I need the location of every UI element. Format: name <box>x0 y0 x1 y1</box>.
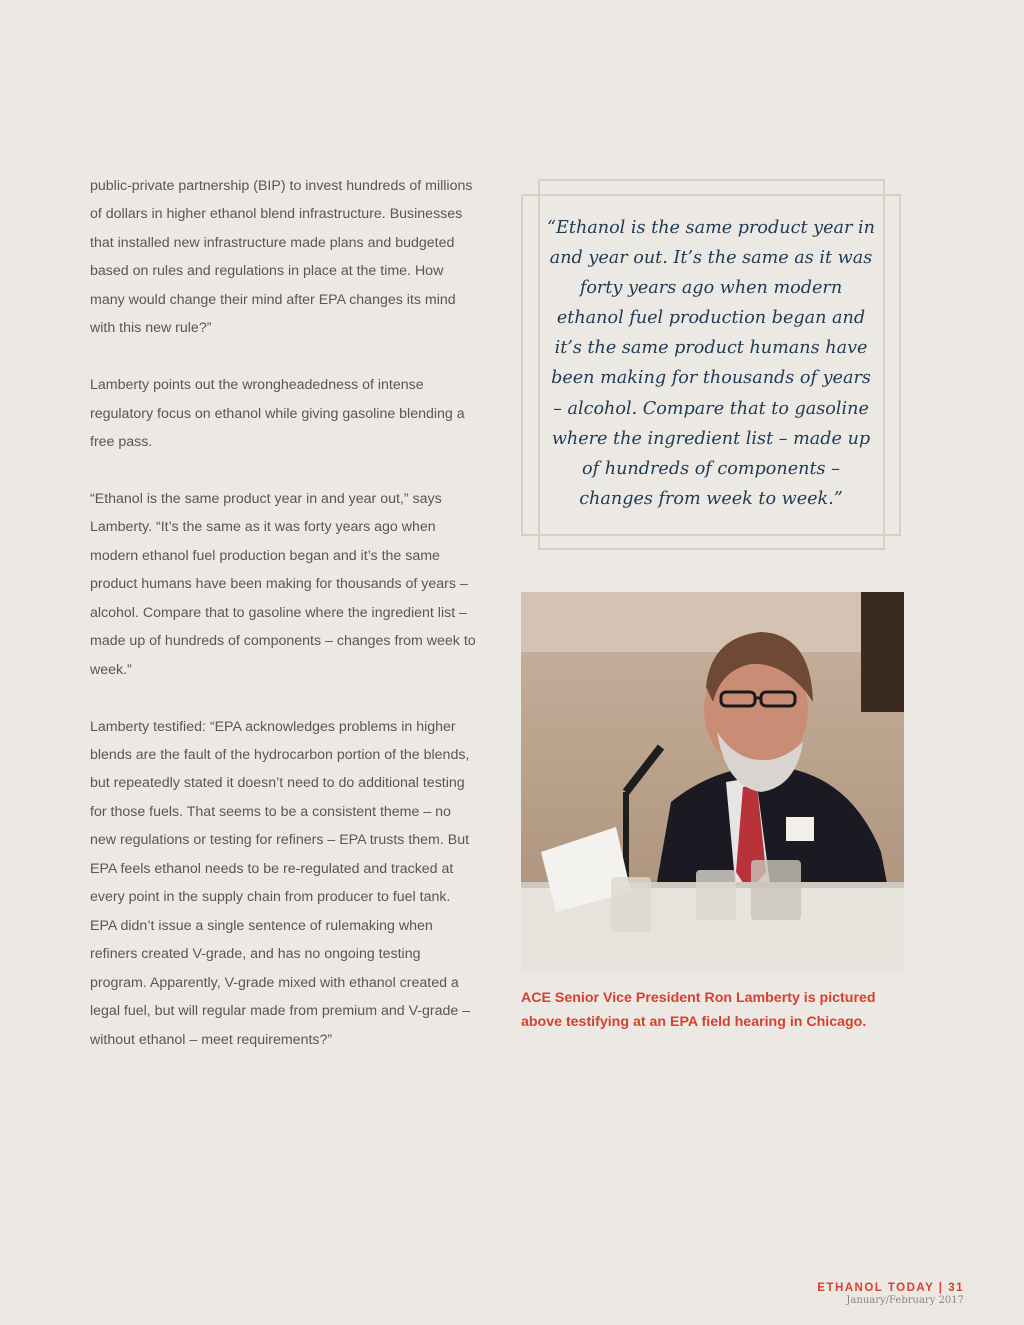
body-paragraph: “Ethanol is the same product year in and year out,” says Lamberty. “It’s the same as it was forty years ago when modern ethanol fuel production began and it’s the same product humans have been making for thousands of years – alcohol. Compare that to gasoline where the ingredient list – made up of hundreds of components – changes from week to week.” <box>90 490 476 678</box>
footer-magazine-page: ETHANOL TODAY | 31 <box>817 1282 964 1294</box>
body-paragraph: Lamberty points out the wrongheadedness of intense regulatory focus on ethanol while giving gasoline blending a free pass. <box>90 377 465 451</box>
footer-issue-date: January/February 2017 <box>846 1295 964 1306</box>
body-paragraph: public-private partnership (BIP) to invest hundreds of millions of dollars in higher ethanol blend infrastructure. Businesses that installed new infrastructure made plans and budgeted based on rules and regulations in place at the time. How many would change their mind after EPA changes its mind with this new rule?” <box>90 178 473 337</box>
page-footer <box>817 1281 964 1307</box>
speaker-photo <box>521 592 904 973</box>
photo-caption: ACE Senior Vice President Ron Lamberty is pictured above testifying at an EPA field hearing in Chicago. <box>521 990 876 1030</box>
body-paragraph: Lamberty testified: “EPA acknowledges problems in higher blends are the fault of the hydrocarbon portion of the blends, but repeatedly stated it doesn’t need to do additional testing for those fuels. That seems to be a consistent theme – no new regulations or testing for refiners – EPA trusts them. But EPA feels ethanol needs to be re-regulated and tracked at every point in the supply chain from producer to fuel tank. EPA didn’t issue a single sentence of rulemaking when refiners created V-grade, and has no ongoing testing program. Apparently, V-grade mixed with ethanol created a legal fuel, but will regular made from premium and V-grade – without ethanol – meet requirements?” <box>90 718 471 1048</box>
pull-quote: “Ethanol is the same product year in and year out. It’s the same as it was forty years ago when modern ethanol fuel production began and it’s the same product humans have been making for thousands of years – alcohol. Compare that to gasoline where the ingredient list – made up of hundreds of components – changes from week to week.” <box>547 218 875 509</box>
speaker-photo-illustration <box>521 592 904 973</box>
article-body <box>90 172 480 1054</box>
